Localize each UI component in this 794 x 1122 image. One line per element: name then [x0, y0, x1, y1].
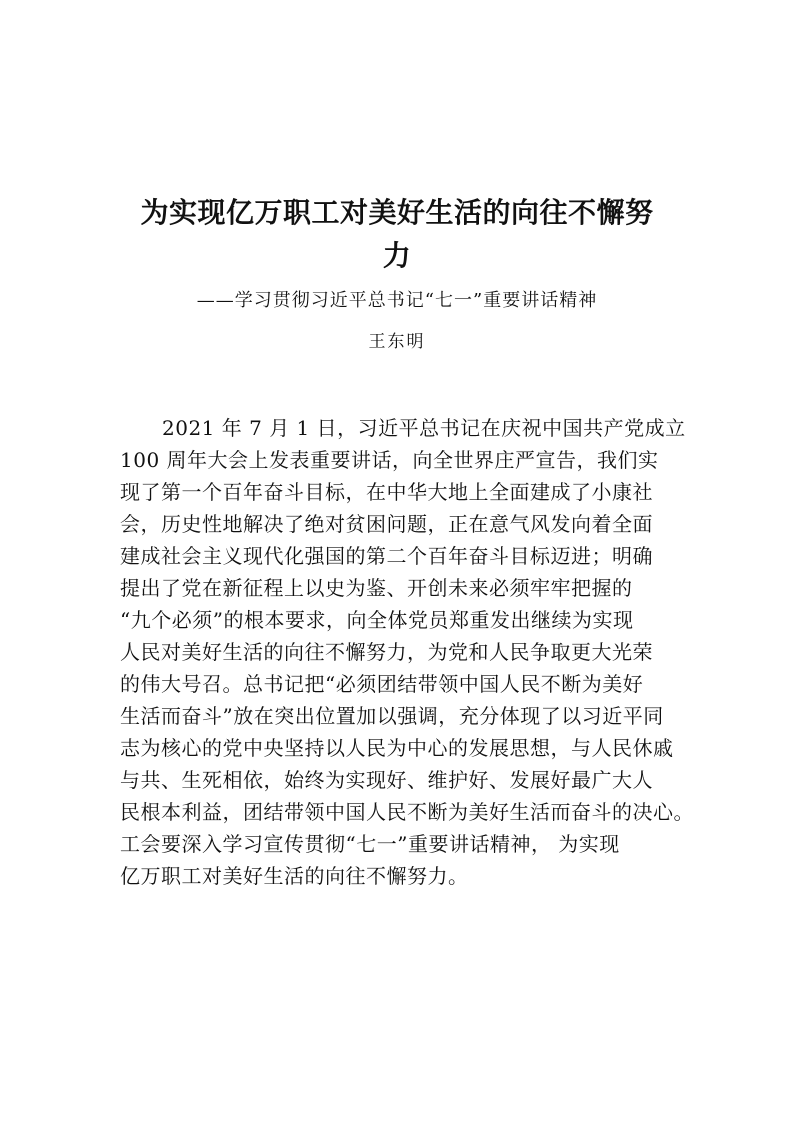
body-line: 民根本利益，团结带领中国人民不断为美好生活而奋斗的决心。: [120, 800, 694, 824]
document-title-line-1: 为实现亿万职工对美好生活的向往不懈努: [140, 196, 654, 229]
body-line: 100 周年大会上发表重要讲话，向全世界庄严宣告，我们实: [120, 448, 659, 472]
body-line: 志为核心的党中央坚持以人民为中心的发展思想，与人民休戚: [120, 736, 674, 760]
body-line: 会，历史性地解决了绝对贫困问题，正在意气风发向着全面: [120, 512, 653, 536]
body-line: 建成社会主义现代化强国的第二个百年奋斗目标迈进；明确: [120, 544, 653, 568]
body-line: 现了第一个百年奋斗目标，在中华大地上全面建成了小康社: [120, 480, 653, 504]
body-line: 的伟大号召。总书记把“必须团结带领中国人民不断为美好: [120, 672, 644, 696]
document-subtitle: ——学习贯彻习近平总书记“七一”重要讲话精神: [196, 290, 598, 311]
body-line: 亿万职工对美好生活的向往不懈努力。: [120, 864, 469, 888]
body-line: 工会要深入学习宣传贯彻“七一”重要讲话精神， 为实现: [120, 832, 620, 856]
document-title-line-2: 力: [382, 239, 412, 272]
document-author: 王东明: [368, 332, 426, 352]
body-line: 提出了党在新征程上以史为鉴、开创未来必须牢牢把握的: [120, 576, 633, 600]
body-line: 人民对美好生活的向往不懈努力，为党和人民争取更大光荣: [120, 640, 653, 664]
document-body: [120, 412, 720, 892]
body-line: 生活而奋斗”放在突出位置加以强调，充分体现了以习近平同: [120, 704, 664, 728]
body-line: 与共、生死相依，始终为实现好、维护好、发展好最广大人: [120, 768, 653, 792]
body-line: 2021 年 7 月 1 日，习近平总书记在庆祝中国共产党成立: [162, 416, 686, 440]
body-line: “九个必须”的根本要求，向全体党员郑重发出继续为实现: [120, 608, 634, 632]
